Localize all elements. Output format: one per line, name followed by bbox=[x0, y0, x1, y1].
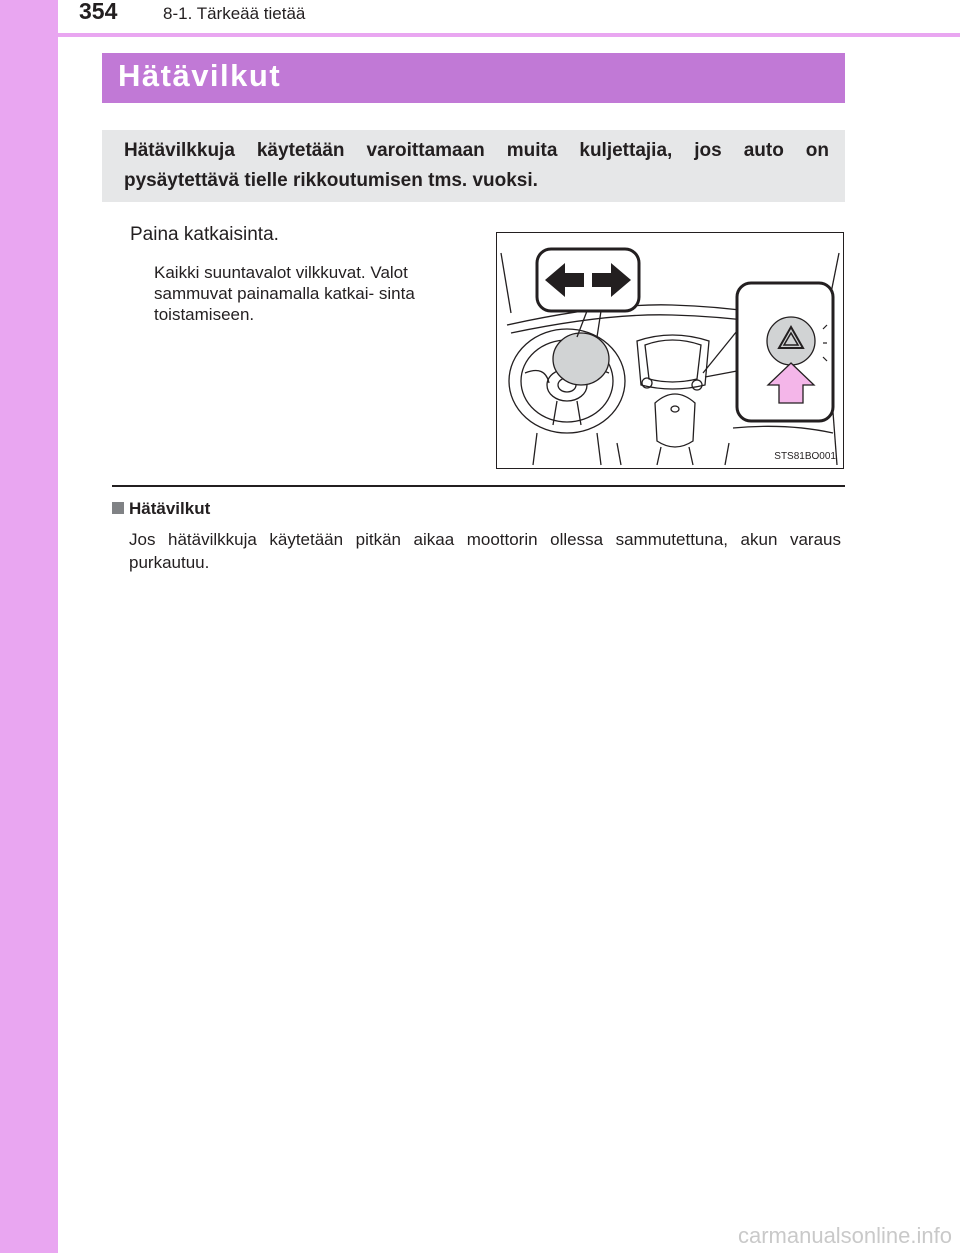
figure-code: STS81BO001 bbox=[774, 451, 836, 462]
side-color-stripe bbox=[0, 0, 58, 1253]
title-bar bbox=[102, 53, 845, 103]
intro-text: Hätävilkkuja käytetään varoittamaan muita kuljettajia, jos auto on pysäytettävä tielle rikkoutumisen tms. vuoksi. bbox=[124, 140, 829, 191]
dashboard-illustration bbox=[496, 232, 844, 469]
hazard-switch-icon bbox=[767, 317, 815, 365]
subsection-heading bbox=[112, 499, 210, 519]
bullet-square-icon bbox=[112, 502, 124, 514]
subsection-body: Jos hätävilkkuja käytetään pitkän aikaa moottorin ollessa sammutettuna, akun varaus purkautuu. bbox=[129, 530, 841, 572]
page-title: Hätävilkut bbox=[118, 58, 282, 93]
page-number: 354 bbox=[79, 0, 118, 24]
instruction-note: Kaikki suuntavalot vilkkuvat. Valot sammuvat painamalla katkai- sinta toistamiseen. bbox=[154, 263, 415, 324]
subsection-heading-text: Hätävilkut bbox=[129, 499, 211, 518]
chapter-heading: 8-1. Tärkeää tietää bbox=[163, 4, 306, 23]
intro-box bbox=[102, 130, 845, 202]
dashboard-drawing bbox=[497, 233, 843, 468]
header-rule bbox=[58, 33, 960, 37]
section-divider bbox=[112, 485, 845, 487]
instruction-text: Paina katkaisinta. bbox=[130, 224, 279, 245]
watermark: carmanualsonline.info bbox=[737, 1223, 952, 1248]
